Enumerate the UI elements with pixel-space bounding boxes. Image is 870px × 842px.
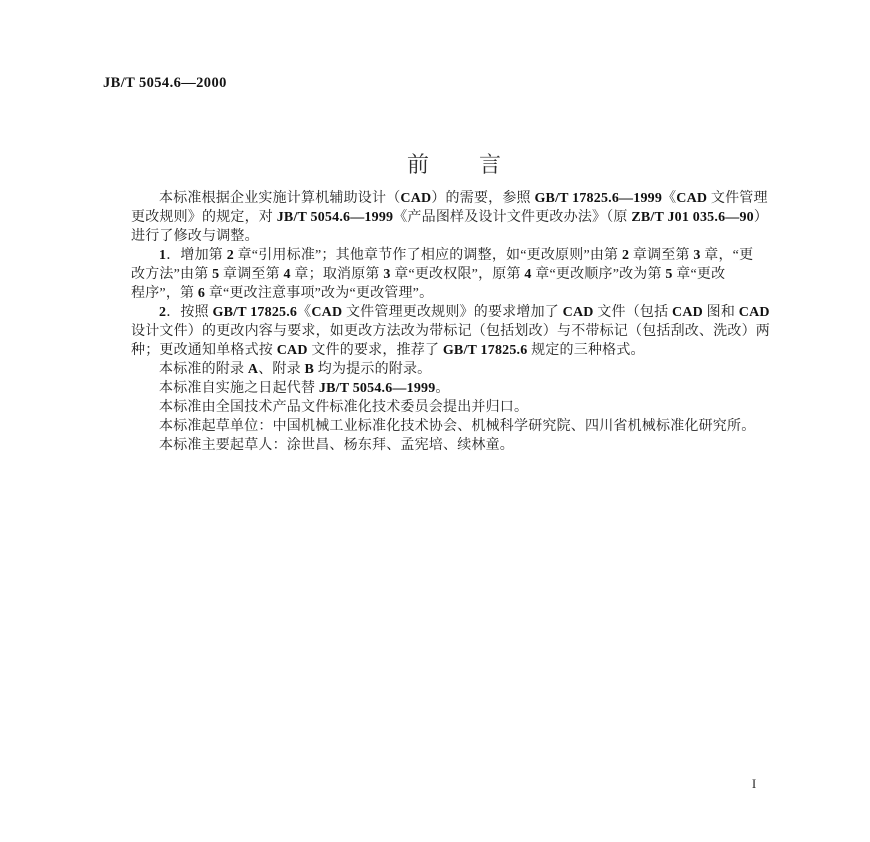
text-line: 本标准由全国技术产品文件标准化技术委员会提出并归口。 [159,400,529,415]
text-line: 本标准自实施之日起代替 JB/T 5054.6—1999。 [159,381,450,396]
text-line: 本标准的附录 A、附录 B 均为提示的附录。 [159,362,432,377]
foreword-body [131,189,781,455]
text-line: 改方法”由第 5 章调至第 4 章；取消原第 3 章“更改权限”，原第 4 章“更改顺序”改为第 5 章“更改 [131,267,726,282]
foreword-title: 前 言 [406,152,503,177]
text-line: 本标准根据企业实施计算机辅助设计（CAD）的需要，参照 GB/T 17825.6—1999《CAD 文件管理 [159,191,768,206]
text-line: 程序”，第 6 章“更改注意事项”改为“更改管理”。 [131,286,434,301]
text-line: 1．增加第 2 章“引用标准”；其他章节作了相应的调整，如“更改原则”由第 2 章调至第 3 章，“更 [159,248,754,263]
text-line: 本标准主要起草人：涂世昌、杨东拜、孟宪培、续林童。 [159,438,514,453]
text-line: 设计文件）的更改内容与要求，如更改方法改为带标记（包括划改）与不带标记（包括刮改、洗改）两 [131,324,770,339]
text-line: 2．按照 GB/T 17825.6《CAD 文件管理更改规则》的要求增加了 CAD 文件（包括 CAD 图和 CAD [159,305,770,320]
standard-number: JB/T 5054.6—2000 [103,75,227,91]
page-number: I [751,776,757,791]
text-line: 更改规则》的规定，对 JB/T 5054.6—1999《产品图样及设计文件更改办法》（原 ZB/T J01 035.6—90） [131,210,769,225]
text-line: 种；更改通知单格式按 CAD 文件的要求，推荐了 GB/T 17825.6 规定的三种格式。 [131,343,645,358]
text-line: 本标准起草单位：中国机械工业标准化技术协会、机械科学研究院、四川省机械标准化研究所。 [159,419,756,434]
text-line: 进行了修改与调整。 [131,229,259,244]
